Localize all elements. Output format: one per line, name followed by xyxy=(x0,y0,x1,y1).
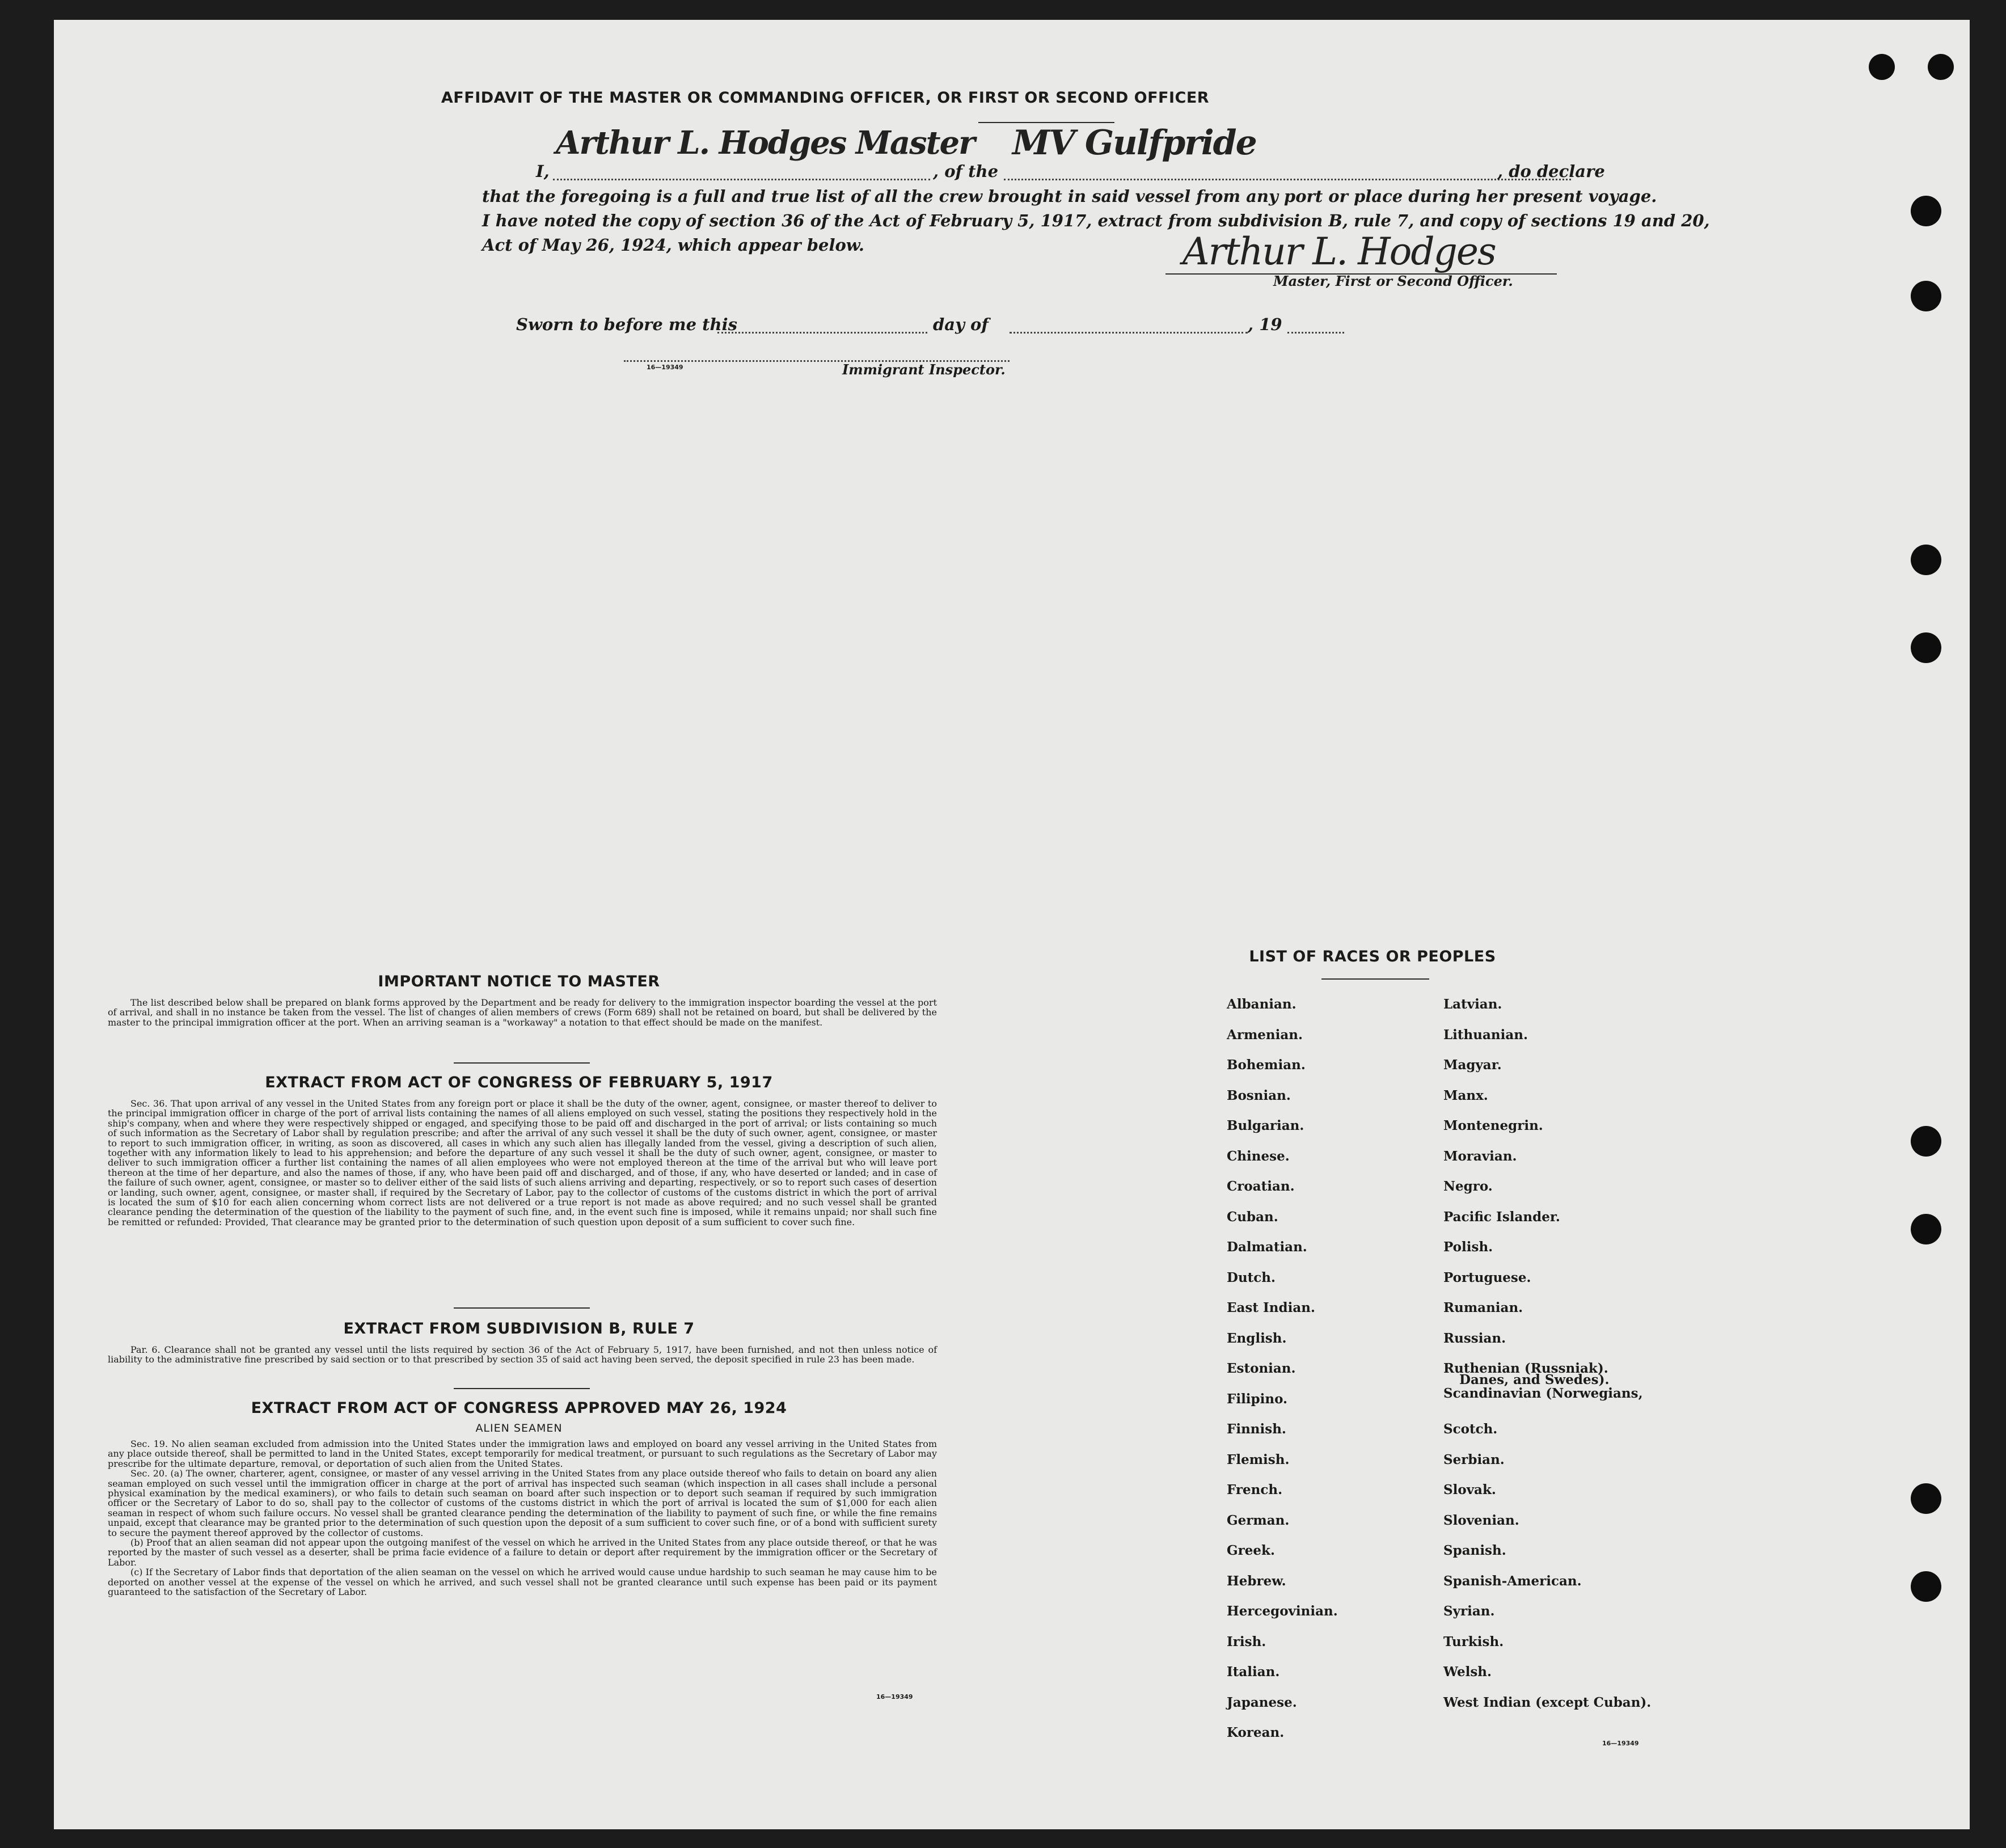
rule-7-text: Par. 6. Clearance shall not be granted any vessel until the lists required by section 36 of the Act of February 5, 1917, have been furnished, and not then unless notice of liability to the administrative fine prescribed by said section or to that prescribed by section 35 of said act having been served, the deposit specified in rule 23 has been made. xyxy=(108,1344,937,1365)
race-item: Rumanian. xyxy=(1443,1300,1523,1315)
race-item: Polish. xyxy=(1443,1239,1493,1255)
race-item: Bosnian. xyxy=(1227,1087,1291,1103)
binder-hole xyxy=(1928,54,1954,80)
declaration-line-2: that the foregoing is a full and true list of all the crew brought in said vessel from any port or place during her present voyage. xyxy=(482,187,1657,206)
binder-hole xyxy=(1911,545,1941,575)
race-item: English. xyxy=(1227,1330,1287,1346)
declarant-handwriting: Arthur L. Hodges Master xyxy=(556,124,974,162)
notice-text: The list described below shall be prepared on blank forms approved by the Department and be ready for delivery to the immigration inspector boarding the vessel at the port of arrival, and shall in no instance be taken from the vessel. The list of changes of alien members of crews (Form 689) shall not be retained on board, but shall be delivered by the master to the principal immigration officer at the port. When an arriving seaman is a "workaway" a notation to that effect should be made on the manifest. xyxy=(108,997,937,1028)
races-heading: LIST OF RACES OR PEOPLES xyxy=(1249,948,1496,965)
race-item: Montenegrin. xyxy=(1443,1118,1543,1133)
race-item: Flemish. xyxy=(1227,1452,1290,1467)
section-20a-text: Sec. 20. (a) The owner, charterer, agent, consignee, or master of any vessel arriving in the United States from any place outside thereof who fails to detain on board any alien seaman employed on such vessel until the immigration officer in charge at the port of arrival has inspected such seaman (which inspection in all cases shall include a personal physical examination by the medical examiners), or who fails to detain such seaman on board after such inspection or to deport such seaman if required by such immigration officer or the Secretary of Labor to do so, shall pay to the collector of customs of the customs district in which the port of arrival is located the sum of $1,000 for each alien seaman in respect of whom such failure occurs. No vessel shall be granted clearance pending the determination of the liability to payment of such fine, or while the fine remains unpaid, except that clearance may be granted prior to the determination of such question upon the deposit of a sum sufficient to cover such fine, or of a bond with sufficient surety to secure the payment thereof approved by the collector of customs. xyxy=(108,1468,937,1538)
extract-1924-text xyxy=(108,1439,937,1597)
divider xyxy=(454,1388,590,1389)
race-item: Irish. xyxy=(1227,1634,1266,1649)
declaration-i: I, xyxy=(536,162,550,181)
vessel-handwriting: MV Gulfpride xyxy=(1012,123,1256,163)
race-item: Armenian. xyxy=(1227,1027,1303,1043)
race-item: Hebrew. xyxy=(1227,1573,1286,1589)
day-of-label: day of xyxy=(933,315,989,334)
document-page xyxy=(54,20,1970,1829)
binder-hole xyxy=(1911,1126,1941,1157)
affidavit-heading: AFFIDAVIT OF THE MASTER OR COMMANDING OFFICER, OR FIRST OR SECOND OFFICER xyxy=(441,89,1210,107)
binder-hole xyxy=(1869,54,1895,80)
binder-hole xyxy=(1911,1214,1941,1244)
extract-1924-heading: EXTRACT FROM ACT OF CONGRESS APPROVED MAY 26, 1924 xyxy=(251,1399,787,1417)
extract-1917-heading: EXTRACT FROM ACT OF CONGRESS OF FEBRUARY 5, 1917 xyxy=(265,1074,773,1091)
race-item: Bulgarian. xyxy=(1227,1118,1304,1133)
sworn-year-field xyxy=(1287,313,1344,334)
race-item: Filipino. xyxy=(1227,1391,1288,1407)
race-item: German. xyxy=(1227,1512,1290,1528)
rule-7-heading: EXTRACT FROM SUBDIVISION B, RULE 7 xyxy=(343,1320,695,1338)
binder-hole xyxy=(1911,632,1941,663)
race-item: Estonian. xyxy=(1227,1361,1296,1376)
sworn-date-field xyxy=(717,313,927,334)
race-item: Welsh. xyxy=(1443,1664,1492,1680)
race-item: Lithuanian. xyxy=(1443,1027,1528,1043)
race-item: Ruthenian (Russniak). xyxy=(1443,1361,1608,1376)
form-number: 16—19349 xyxy=(647,364,683,371)
race-item: Italian. xyxy=(1227,1664,1280,1680)
notice-heading: IMPORTANT NOTICE TO MASTER xyxy=(378,973,660,990)
of-the-label: , of the xyxy=(933,162,999,181)
race-item: Slovak. xyxy=(1443,1482,1496,1497)
signature-caption: Master, First or Second Officer. xyxy=(1273,273,1513,289)
race-item: Serbian. xyxy=(1443,1452,1505,1467)
race-item: Japanese. xyxy=(1227,1694,1297,1710)
race-item: Syrian. xyxy=(1443,1604,1495,1619)
declaration-line-1 xyxy=(482,123,1611,183)
race-item: Bohemian. xyxy=(1227,1057,1306,1073)
do-declare-label: , do declare xyxy=(1497,162,1605,181)
extract-1917-text: Sec. 36. That upon arrival of any vessel in the United States from any foreign port or place it shall be the duty of the owner, agent, consignee, or master thereof to deliver to the principal immigration officer in charge of the port of arrival lists containing the names of all aliens employed on such vessel, stating the positions they respectively hold in the ship's company, when and where they were respectively shipped or engaged, and specifying those to be paid off and discharged in the port of arrival; or lists containing so much of such information as the Secretary of Labor shall by regulation prescribe; and after the arrival of any such vessel it shall be the duty of such owner, agent, consignee, or master to report to such immigration officer, in writing, as soon as discovered, all cases in which any such alien has illegally landed from the vessel, giving a description of such alien, together with any information likely to lead to his apprehension; and before the departure of any such vessel it shall be the duty of such owner, agent, consignee, or master to deliver to such immigration officer a further list containing the names of all alien employees who were not employed thereon at the time of the arrival but who will leave port thereon at the time of her departure, and also the names of those, if any, who have been paid off and discharged, and of those, if any, who have deserted or landed; and in case of the failure of such owner, agent, consignee, or master so to deliver either of the said lists of such aliens arriving and departing, respectively, or so to report such cases of desertion or landing, such owner, agent, consignee, or master shall, if required by the Secretary of Labor, pay to the collector of customs of the customs district in which the port of arrival is located the sum of $10 for each alien concerning whom correct lists are not delivered or a true report is not made as above required; and no such vessel shall be granted clearance pending the determination of the question of the liability to the payment of such fine, and, in the event such fine is imposed, while it remains unpaid; nor shall such fine be remitted or refunded: Provided, That clearance may be granted prior to the determination of such question upon deposit of a sum sufficient to cover such fine. xyxy=(108,1098,937,1227)
race-item: Chinese. xyxy=(1227,1148,1290,1164)
race-item: Cuban. xyxy=(1227,1209,1278,1225)
race-item: Dutch. xyxy=(1227,1269,1276,1285)
race-item: Albanian. xyxy=(1227,997,1296,1012)
race-item: Negro. xyxy=(1443,1179,1493,1194)
declaration-line-3: I have noted the copy of section 36 of the Act of February 5, 1917, extract from subdivision B, rule 7, and copy of sections 19 and 20, xyxy=(482,211,1710,230)
divider xyxy=(454,1307,590,1309)
declaration-line-4: Act of May 26, 1924, which appear below. xyxy=(482,235,864,255)
race-item: Scotch. xyxy=(1443,1421,1498,1437)
race-item: Moravian. xyxy=(1443,1148,1517,1164)
race-item: Dalmatian. xyxy=(1227,1239,1307,1255)
race-item: Turkish. xyxy=(1443,1634,1504,1649)
race-item: Slovenian. xyxy=(1443,1512,1519,1528)
race-item: West Indian (except Cuban). xyxy=(1443,1694,1652,1710)
race-item: French. xyxy=(1227,1482,1283,1497)
race-item: Portuguese. xyxy=(1443,1269,1531,1285)
race-item: Magyar. xyxy=(1443,1057,1502,1073)
binder-hole xyxy=(1911,1483,1941,1514)
race-item: Spanish. xyxy=(1443,1543,1506,1558)
race-item: Hercegovinian. xyxy=(1227,1604,1338,1619)
binder-hole xyxy=(1911,196,1941,226)
sworn-month-field xyxy=(1010,313,1248,334)
form-number: 16—19349 xyxy=(876,1693,913,1701)
divider xyxy=(454,1062,590,1064)
race-item: Croatian. xyxy=(1227,1179,1295,1194)
binder-hole xyxy=(1911,281,1941,311)
form-number: 16—19349 xyxy=(1602,1740,1639,1747)
section-19-text: Sec. 19. No alien seaman excluded from admission into the United States under the immigration laws and employed on board any vessel arriving in the United States from any place outside thereof, shall be permitted to land in the United States, except temporarily for medical treatment, or pursuant to such regulations as the Secretary of Labor may prescribe for the ultimate departure, removal, or deportation of such alien from the United States. xyxy=(108,1438,937,1469)
race-item: Korean. xyxy=(1227,1725,1285,1740)
race-item: East Indian. xyxy=(1227,1300,1315,1315)
race-item: Finnish. xyxy=(1227,1421,1286,1437)
race-item: Scandinavian (Norwegians, xyxy=(1443,1385,1643,1401)
race-item: Spanish-American. xyxy=(1443,1573,1582,1589)
alien-seamen-subheading: ALIEN SEAMEN xyxy=(475,1422,563,1434)
race-item: Latvian. xyxy=(1443,997,1502,1012)
binder-hole xyxy=(1911,1571,1941,1602)
race-item: Manx. xyxy=(1443,1087,1488,1103)
sworn-label: Sworn to before me this xyxy=(516,315,737,334)
race-item: Danes, and Swedes). xyxy=(1459,1372,1610,1387)
race-item: Pacific Islander. xyxy=(1443,1209,1560,1225)
master-signature: Arthur L. Hodges xyxy=(1183,230,1496,273)
sworn-line xyxy=(516,313,1367,336)
declarant-field xyxy=(553,159,930,180)
section-20c-text: (c) If the Secretary of Labor finds that deportation of the alien seaman on the vessel on which he arrived would cause undue hardship to such seaman he may cause him to be deported on another vessel at the expense of the vessel on which he arrived, and such vessel shall not be granted clearance until such expense has been paid or its payment guaranteed to the satisfaction of the Secretary of Labor. xyxy=(108,1567,937,1598)
year-label: , 19 xyxy=(1248,315,1282,334)
divider xyxy=(1321,978,1429,980)
race-item: Greek. xyxy=(1227,1543,1275,1558)
section-20b-text: (b) Proof that an alien seaman did not appear upon the outgoing manifest of the vessel on which he arrived in the United States from any place outside thereof, or that he was reported by the master of such vessel as a deserter, shall be prima facie evidence of a failure to detain or deport after requirement by the immigration officer or the Secretary of Labor. xyxy=(108,1537,937,1568)
race-item: Russian. xyxy=(1443,1330,1506,1346)
inspector-caption: Immigrant Inspector. xyxy=(842,361,1006,378)
